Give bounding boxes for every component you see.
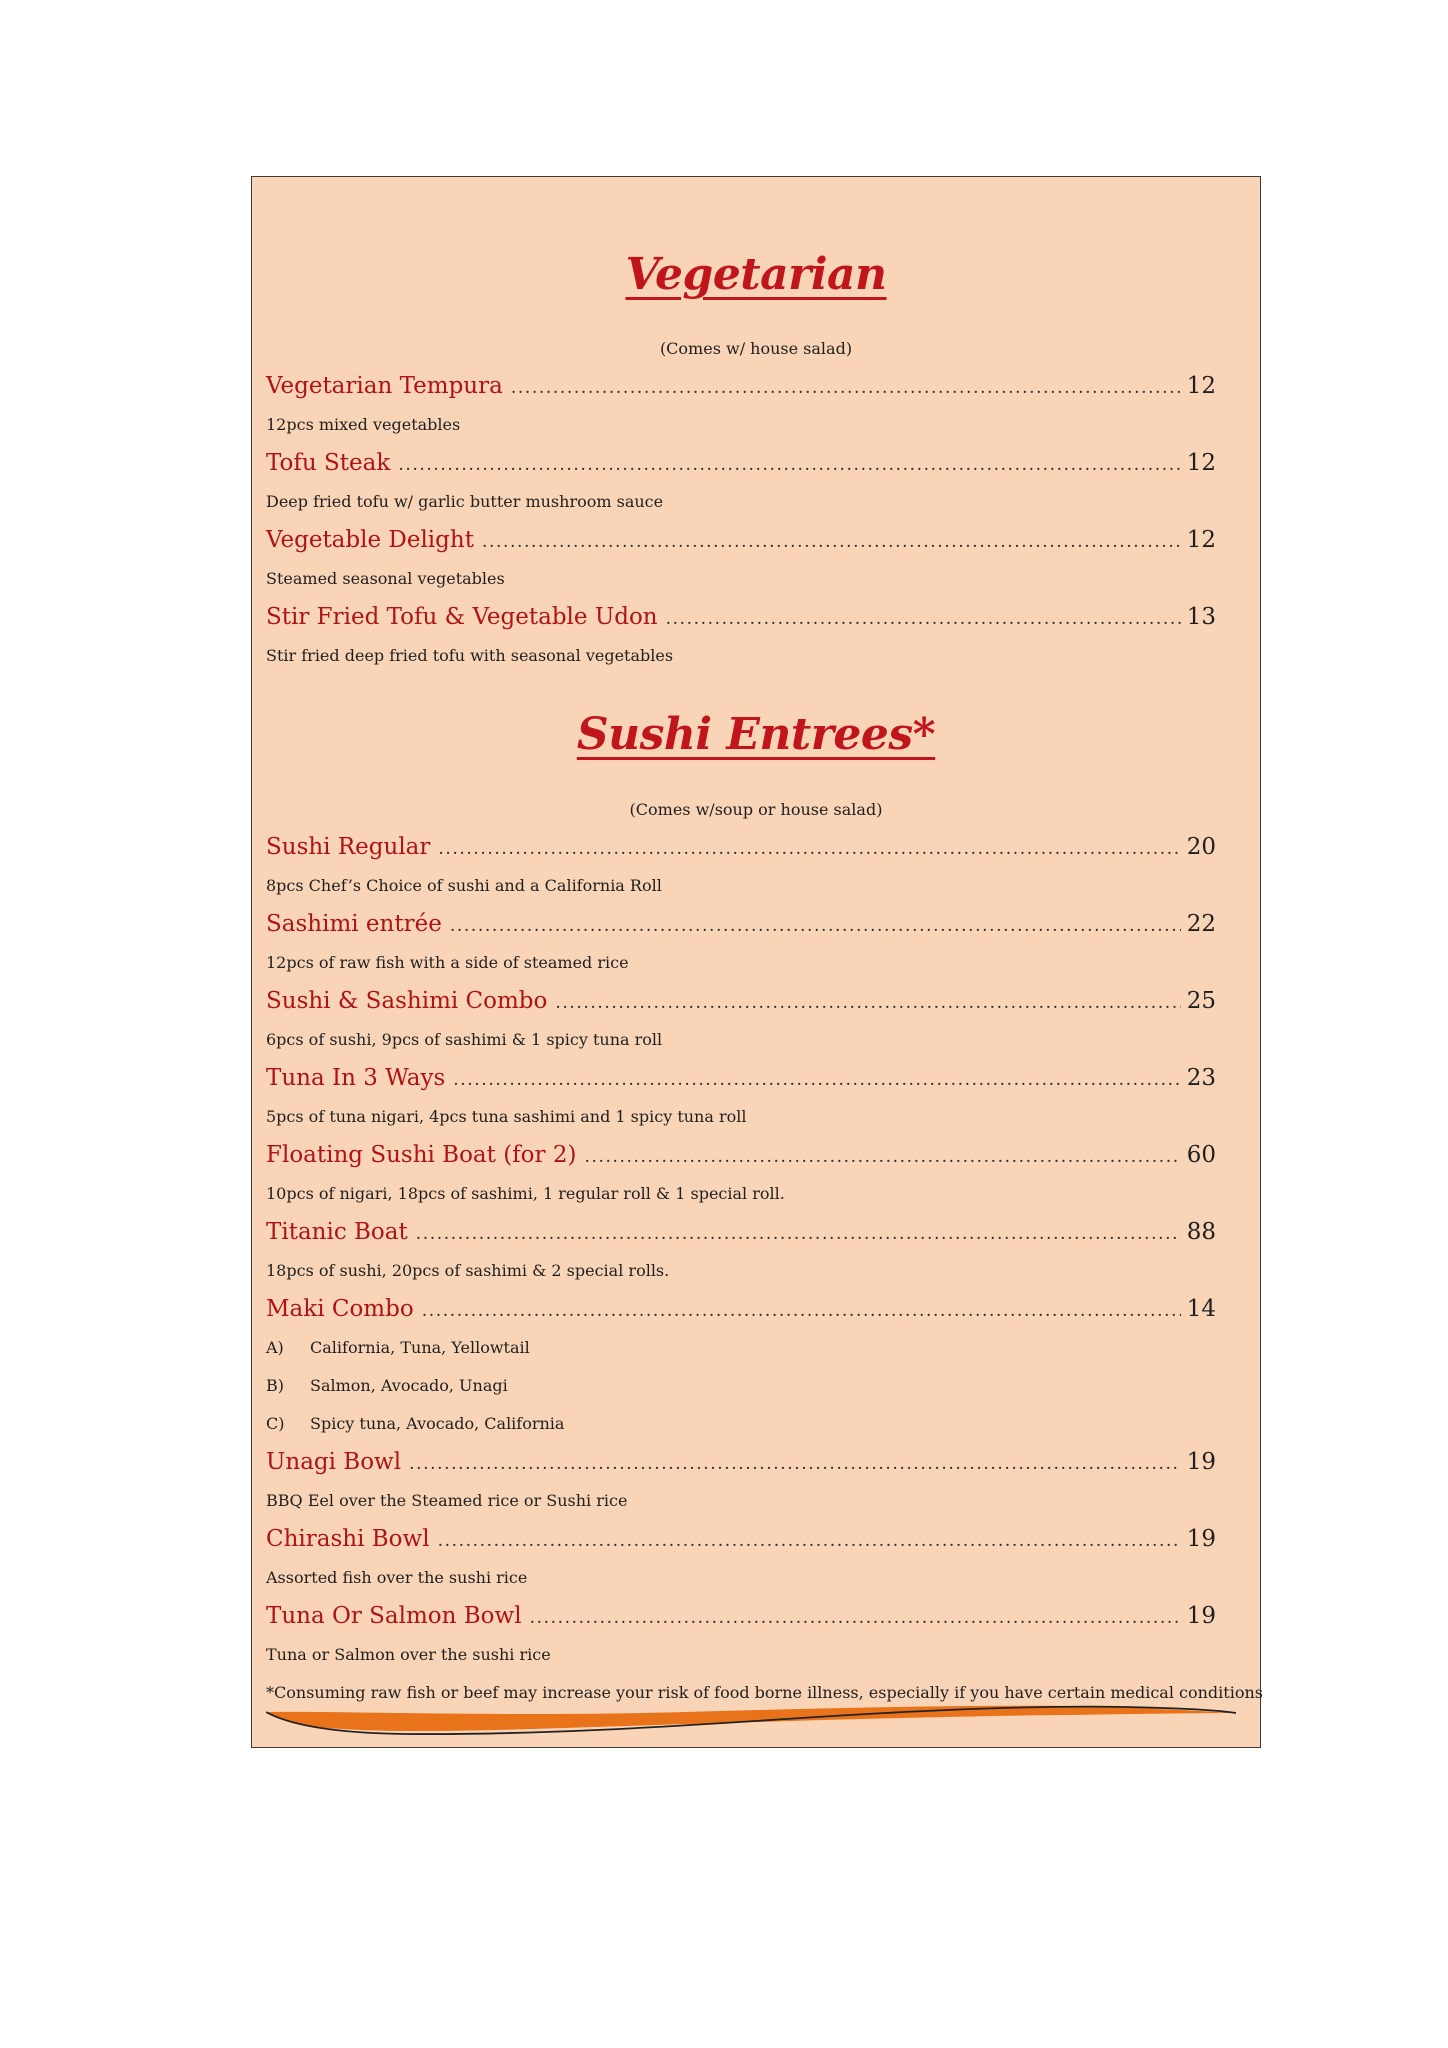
dot-leader bbox=[409, 1454, 1181, 1474]
item-description: 12pcs mixed vegetables bbox=[266, 415, 461, 434]
menu-item bbox=[266, 1065, 1216, 1095]
item-description: Steamed seasonal vegetables bbox=[266, 569, 505, 588]
dot-leader bbox=[450, 916, 1181, 936]
sushi-note: (Comes w/soup or house salad) bbox=[629, 800, 883, 819]
menu-item bbox=[266, 1142, 1216, 1172]
item-description: 8pcs Chef’s Choice of sushi and a California Roll bbox=[266, 876, 662, 895]
dot-leader bbox=[482, 532, 1181, 552]
dot-leader bbox=[438, 1531, 1181, 1551]
option-letter: B) bbox=[266, 1376, 284, 1395]
item-price: 20 bbox=[1186, 834, 1216, 860]
item-name: Sushi & Sashimi Combo bbox=[266, 988, 548, 1014]
dot-leader bbox=[530, 1608, 1181, 1628]
item-name: Vegetable Delight bbox=[266, 527, 474, 553]
option-text: California, Tuna, Yellowtail bbox=[310, 1338, 530, 1357]
item-description: Stir fried deep fried tofu with seasonal vegetables bbox=[266, 646, 674, 665]
menu-card bbox=[251, 176, 1261, 1748]
item-price: 12 bbox=[1186, 373, 1216, 399]
dot-leader bbox=[666, 609, 1181, 629]
menu-item bbox=[266, 1526, 1216, 1556]
option-letter: C) bbox=[266, 1414, 285, 1433]
item-price: 19 bbox=[1186, 1603, 1216, 1629]
vegetarian-heading: Vegetarian bbox=[625, 249, 887, 300]
menu-item bbox=[266, 1219, 1216, 1249]
item-description: Deep fried tofu w/ garlic butter mushroom sauce bbox=[266, 492, 664, 511]
item-name: Tofu Steak bbox=[266, 450, 391, 476]
menu-item bbox=[266, 988, 1216, 1018]
option-text: Salmon, Avocado, Unagi bbox=[310, 1376, 508, 1395]
item-name: Stir Fried Tofu & Vegetable Udon bbox=[266, 604, 658, 630]
item-price: 14 bbox=[1186, 1296, 1216, 1322]
decorative-wave bbox=[266, 1703, 1236, 1743]
item-name: Chirashi Bowl bbox=[266, 1526, 430, 1552]
vegetarian-note: (Comes w/ house salad) bbox=[659, 339, 853, 358]
item-name: Sashimi entrée bbox=[266, 911, 442, 937]
item-name: Sushi Regular bbox=[266, 834, 431, 860]
maki-option bbox=[266, 1414, 564, 1433]
item-price: 12 bbox=[1186, 527, 1216, 553]
dot-leader bbox=[555, 993, 1180, 1013]
item-name: Tuna Or Salmon Bowl bbox=[266, 1603, 522, 1629]
item-name: Unagi Bowl bbox=[266, 1449, 402, 1475]
item-price: 19 bbox=[1186, 1526, 1216, 1552]
menu-item bbox=[266, 604, 1216, 634]
item-description: Assorted fish over the sushi rice bbox=[266, 1568, 528, 1587]
dot-leader bbox=[422, 1301, 1181, 1321]
item-price: 23 bbox=[1186, 1065, 1216, 1091]
item-name: Tuna In 3 Ways bbox=[266, 1065, 446, 1091]
dot-leader bbox=[511, 378, 1181, 398]
menu-item bbox=[266, 1449, 1216, 1479]
item-price: 19 bbox=[1186, 1449, 1216, 1475]
maki-option bbox=[266, 1338, 530, 1357]
item-price: 25 bbox=[1186, 988, 1216, 1014]
menu-item bbox=[266, 1603, 1216, 1633]
item-description: 12pcs of raw fish with a side of steamed rice bbox=[266, 953, 629, 972]
item-price: 12 bbox=[1186, 450, 1216, 476]
dot-leader bbox=[398, 455, 1180, 475]
item-description: 6pcs of sushi, 9pcs of sashimi & 1 spicy tuna roll bbox=[266, 1030, 663, 1049]
option-letter: A) bbox=[266, 1338, 284, 1357]
item-price: 13 bbox=[1186, 604, 1216, 630]
item-description: 10pcs of nigari, 18pcs of sashimi, 1 regular roll & 1 special roll. bbox=[266, 1184, 785, 1203]
option-text: Spicy tuna, Avocado, California bbox=[310, 1414, 565, 1433]
item-price: 60 bbox=[1186, 1142, 1216, 1168]
item-name: Floating Sushi Boat (for 2) bbox=[266, 1142, 577, 1168]
item-name: Vegetarian Tempura bbox=[266, 373, 503, 399]
item-name: Titanic Boat bbox=[266, 1219, 408, 1245]
menu-item bbox=[266, 527, 1216, 557]
dot-leader bbox=[438, 839, 1180, 859]
dot-leader bbox=[416, 1224, 1181, 1244]
item-description: 18pcs of sushi, 20pcs of sashimi & 2 special rolls. bbox=[266, 1261, 670, 1280]
item-name: Maki Combo bbox=[266, 1296, 414, 1322]
menu-item bbox=[266, 834, 1216, 864]
maki-option bbox=[266, 1376, 508, 1395]
sushi-heading: Sushi Entrees* bbox=[576, 709, 936, 760]
item-price: 22 bbox=[1186, 911, 1216, 937]
menu-item bbox=[266, 373, 1216, 403]
menu-item bbox=[266, 1296, 1216, 1326]
menu-item bbox=[266, 911, 1216, 941]
menu-item bbox=[266, 450, 1216, 480]
dot-leader bbox=[584, 1147, 1180, 1167]
footnote: *Consuming raw fish or beef may increase your risk of food borne illness, especially if you have certain medical conditions bbox=[266, 1683, 1263, 1702]
dot-leader bbox=[453, 1070, 1180, 1090]
item-description: BBQ Eel over the Steamed rice or Sushi rice bbox=[266, 1491, 628, 1510]
item-description: Tuna or Salmon over the sushi rice bbox=[266, 1645, 551, 1664]
item-price: 88 bbox=[1186, 1219, 1216, 1245]
item-description: 5pcs of tuna nigari, 4pcs tuna sashimi and 1 spicy tuna roll bbox=[266, 1107, 747, 1126]
